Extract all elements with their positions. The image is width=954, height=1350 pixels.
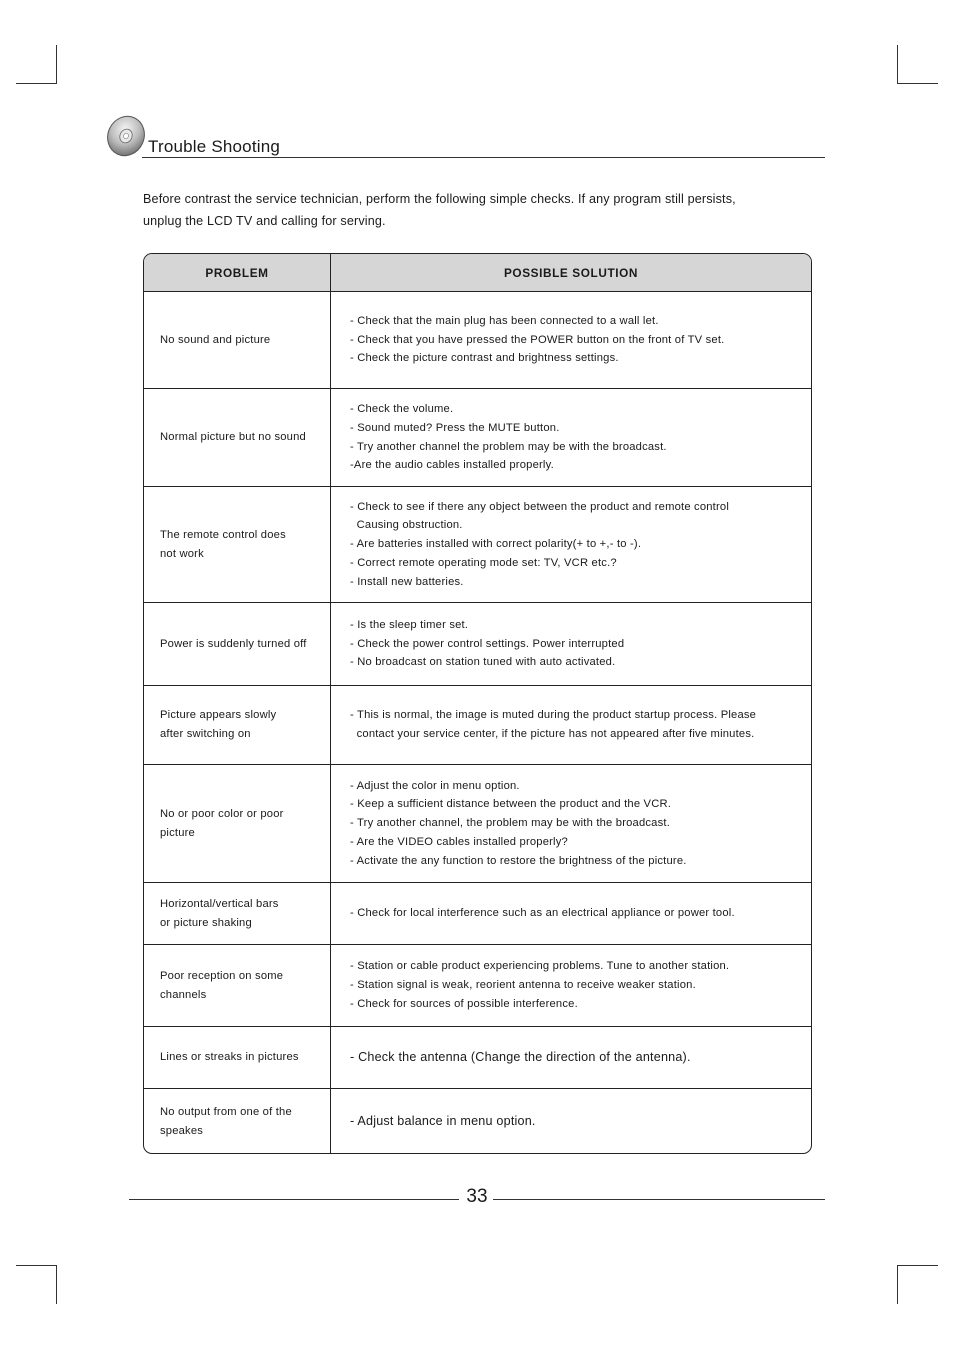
solution-cell	[331, 487, 811, 602]
crop-mark-top-right-v	[897, 45, 898, 84]
table-row	[144, 487, 811, 603]
solution-line: - Install new batteries.	[350, 575, 464, 588]
solution-line: -Are the audio cables installed properly.	[350, 459, 554, 472]
crop-mark-bottom-left-h	[16, 1265, 57, 1266]
crop-mark-bottom-left-v	[56, 1265, 57, 1304]
solution-cell	[331, 603, 811, 685]
solution-cell	[331, 1089, 811, 1154]
table-row	[144, 1027, 811, 1089]
column-header-problem: PROBLEM	[144, 254, 331, 291]
intro-paragraph	[143, 188, 813, 232]
solution-line: - Is the sleep timer set.	[350, 618, 469, 631]
table-row	[144, 765, 811, 883]
solution-cell	[331, 765, 811, 882]
solution-line: - Keep a sufficient distance between the product and the VCR.	[350, 798, 672, 811]
solution-cell	[331, 1027, 811, 1088]
solution-line: - Are batteries installed with correct polarity(+ to +,- to -).	[350, 538, 642, 551]
table-row	[144, 603, 811, 686]
solution-line: - Check the antenna (Change the direction of the antenna).	[350, 1050, 691, 1065]
section-title: Trouble Shooting	[148, 137, 281, 156]
column-header-solution: POSSIBLE SOLUTION	[503, 265, 639, 280]
intro-line: unplug the LCD TV and calling for serving.	[143, 214, 386, 228]
solution-line: - Adjust the color in menu option.	[350, 779, 520, 792]
solution-line: - Check for local interference such as an electrical appliance or power tool.	[350, 907, 735, 920]
section-header	[104, 112, 825, 160]
crop-mark-top-right-h	[897, 83, 938, 84]
table-row	[144, 883, 811, 945]
problem-cell: Horizontal/vertical bars or picture shaking	[144, 883, 331, 944]
solution-cell	[331, 945, 811, 1026]
crop-mark-bottom-right-h	[897, 1265, 938, 1266]
crop-mark-bottom-right-v	[897, 1265, 898, 1304]
solution-cell	[331, 686, 811, 764]
table-body	[144, 292, 811, 1154]
solution-line: - Check for sources of possible interference.	[350, 997, 578, 1010]
solution-line: - Are the VIDEO cables installed properly?	[350, 835, 568, 848]
troubleshooting-table	[143, 253, 812, 1154]
solution-line: - Sound muted? Press the MUTE button.	[350, 421, 560, 434]
solution-line: - Try another channel, the problem may be with the broadcast.	[350, 817, 671, 830]
solution-line: - Station signal is weak, reorient antenna to receive weaker station.	[350, 979, 696, 992]
solution-line: - Correct remote operating mode set: TV, VCR etc.?	[350, 556, 617, 569]
table-row	[144, 686, 811, 765]
solution-line: - Check the picture contrast and brightness settings.	[350, 352, 619, 365]
problem-cell: No output from one of the speakes	[144, 1089, 331, 1154]
solution-line: - Check that you have pressed the POWER button on the front of TV set.	[350, 333, 725, 346]
footer-rule-left	[129, 1199, 459, 1200]
solution-line: contact your service center, if the picture has not appeared after five minutes.	[350, 728, 755, 740]
problem-cell: The remote control does not work	[144, 487, 331, 602]
cd-disc-icon	[104, 112, 150, 158]
solution-line: - Check to see if there any object between the product and remote control	[350, 500, 730, 513]
table-row	[144, 292, 811, 389]
solution-line: - Try another channel the problem may be with the broadcast.	[350, 440, 667, 453]
table-row	[144, 945, 811, 1027]
problem-cell: Normal picture but no sound	[144, 389, 331, 486]
crop-mark-top-left-h	[16, 83, 57, 84]
solution-line: - No broadcast on station tuned with auto activated.	[350, 656, 616, 669]
footer-rule-right	[493, 1199, 825, 1200]
intro-line: Before contrast the service technician, perform the following simple checks. If any program still persists,	[143, 192, 736, 206]
header-rule	[142, 157, 825, 158]
problem-cell: Lines or streaks in pictures	[144, 1027, 331, 1088]
problem-cell: No or poor color or poor picture	[144, 765, 331, 882]
solution-line: - Check the volume.	[350, 402, 454, 415]
solution-cell	[331, 292, 811, 388]
solution-line: Causing obstruction.	[350, 519, 463, 532]
solution-line: - Activate the any function to restore the brightness of the picture.	[350, 854, 687, 867]
solution-line: - Check that the main plug has been connected to a wall let.	[350, 314, 659, 327]
table-row	[144, 1089, 811, 1154]
solution-line: - This is normal, the image is muted during the product startup process. Please	[350, 709, 757, 722]
page-number: 33	[466, 1186, 488, 1207]
problem-cell: Picture appears slowly after switching on	[144, 686, 331, 764]
solution-cell	[331, 883, 811, 944]
problem-cell: No sound and picture	[144, 292, 331, 388]
table-header-row	[144, 254, 811, 292]
problem-cell: Power is suddenly turned off	[144, 603, 331, 685]
problem-cell: Poor reception on some channels	[144, 945, 331, 1026]
solution-line: - Check the power control settings. Power interrupted	[350, 637, 625, 650]
table-row	[144, 389, 811, 487]
solution-line: - Station or cable product experiencing problems. Tune to another station.	[350, 960, 730, 973]
solution-cell	[331, 389, 811, 486]
crop-mark-top-left-v	[56, 45, 57, 84]
solution-line: - Adjust balance in menu option.	[350, 1114, 536, 1129]
